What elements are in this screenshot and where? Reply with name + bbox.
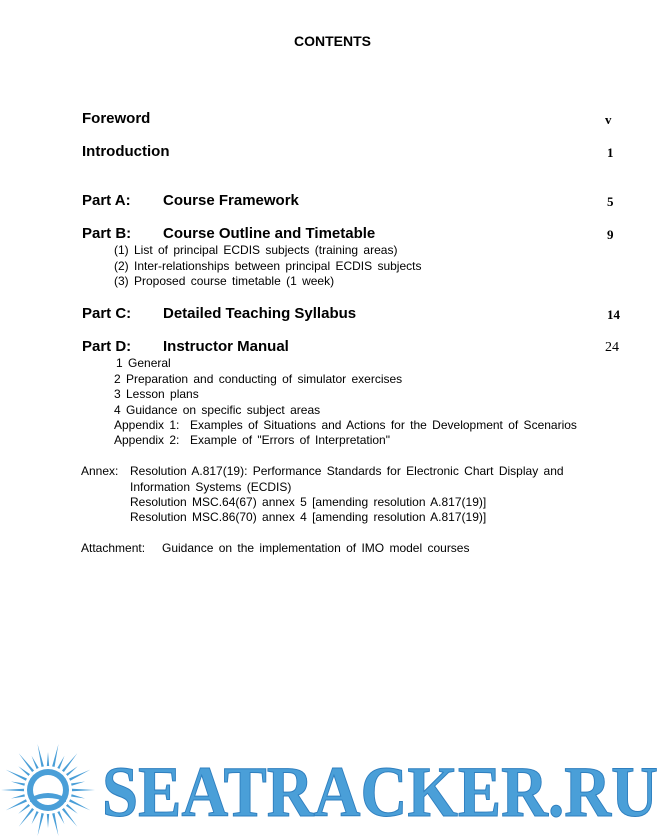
toc-part-b-item: (2) Inter-relationships between principal ECDIS subjects — [114, 259, 422, 273]
toc-part-b-item: (1) List of principal ECDIS subjects (training areas) — [114, 243, 398, 257]
toc-part-d-appendix: Appendix 1: Examples of Situations and Actions for the Development of Scenarios — [114, 418, 577, 432]
toc-part-d-item: 3 Lesson plans — [114, 387, 199, 401]
sun-ray — [52, 811, 59, 836]
toc-part-d-page: 24 — [605, 340, 619, 355]
toc-part-d-item: 4 Guidance on specific subject areas — [114, 403, 321, 417]
toc-part-b-prefix: Part B: — [82, 225, 132, 242]
toc-part-d-prefix: Part D: — [82, 338, 132, 355]
toc-part-d-item: 2 Preparation and conducting of simulator exercises — [114, 372, 403, 386]
sun-ray — [19, 806, 36, 826]
annex-line: Information Systems (ECDIS) — [130, 480, 292, 494]
annex-line: Resolution MSC.86(70) annex 4 [amending resolution A.817(19)] — [130, 510, 487, 524]
sun-ray — [47, 752, 50, 768]
toc-part-c-page: 14 — [607, 307, 620, 322]
toc-part-d-appendix: Appendix 2: Example of "Errors of Interpretation" — [114, 433, 390, 447]
toc-part-b-page: 9 — [607, 227, 614, 242]
annex-line: Resolution MSC.64(67) annex 5 [amending resolution A.817(19)] — [130, 495, 487, 509]
toc-part-b-item: (3) Proposed course timetable (1 week) — [114, 274, 335, 288]
sun-ray — [47, 812, 50, 828]
annex-line: Resolution A.817(19): Performance Standards for Electronic Chart Display and — [130, 464, 564, 478]
sun-ray — [61, 753, 78, 773]
toc-part-c-prefix: Part C: — [82, 305, 132, 322]
toc-part-d-item: 1 General — [116, 356, 171, 370]
sun-ray — [19, 753, 36, 773]
toc-foreword-label: Foreword — [82, 110, 151, 127]
toc-introduction-page: 1 — [607, 145, 614, 160]
watermark-text — [100, 754, 660, 824]
toc-part-b-label: Course Outline and Timetable — [163, 225, 376, 242]
sun-ray — [38, 744, 45, 769]
toc-part-d-label: Instructor Manual — [163, 338, 289, 355]
toc-foreword-page: v — [605, 112, 612, 127]
sun-ray — [38, 811, 45, 836]
annex-label: Annex: — [81, 464, 119, 478]
page-title: CONTENTS — [294, 33, 371, 49]
toc-part-a-label: Course Framework — [163, 192, 299, 209]
attachment-text: Guidance on the implementation of IMO model courses — [162, 541, 470, 555]
toc-part-a-prefix: Part A: — [82, 192, 131, 209]
toc-introduction-label: Introduction — [82, 143, 170, 160]
sun-ray — [52, 744, 59, 769]
sun-logo-icon — [0, 740, 100, 839]
attachment-label: Attachment: — [81, 541, 146, 555]
watermark-text-label: SEATRACKER.RU — [102, 754, 658, 824]
sun-ray — [1, 789, 26, 792]
sun-ray — [70, 789, 95, 792]
toc-part-c-label: Detailed Teaching Syllabus — [163, 305, 357, 322]
sun-ray — [61, 806, 78, 826]
toc-part-a-page: 5 — [607, 194, 614, 209]
